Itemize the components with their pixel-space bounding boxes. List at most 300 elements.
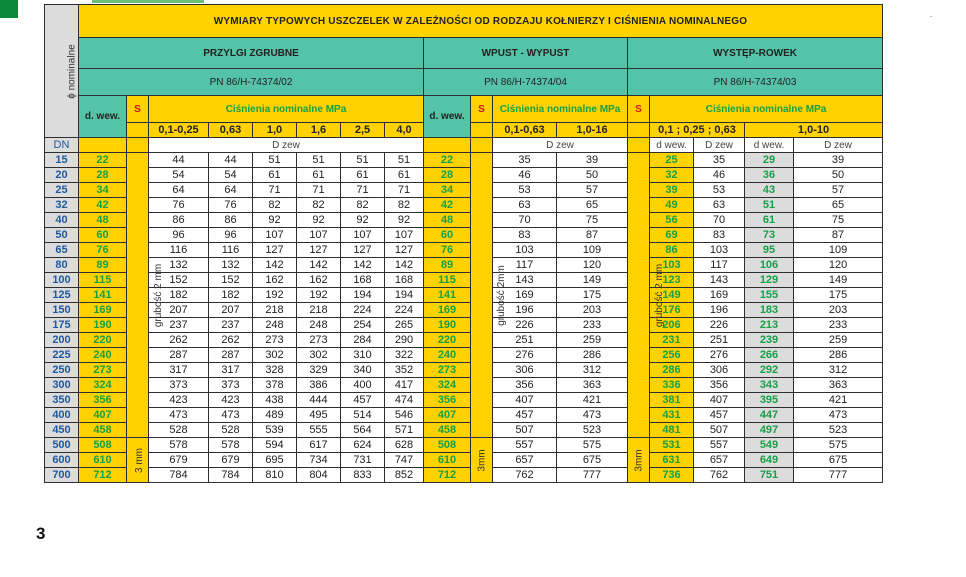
section2-dzew-cell: 35	[493, 153, 557, 168]
section1-dzew-cell: 127	[341, 243, 385, 258]
section2-dzew-cell: 675	[557, 453, 628, 468]
section1-dzew-cell: 679	[209, 453, 253, 468]
s3-spacer	[628, 138, 650, 153]
table-row	[45, 183, 883, 198]
section2-dzew-cell: 120	[557, 258, 628, 273]
section3-thickness-3mm-text: 3mm	[633, 448, 645, 472]
section1-dzew-cell: 96	[149, 228, 209, 243]
section1-dzew-cell: 107	[341, 228, 385, 243]
section1-dzew-cell: 192	[253, 288, 297, 303]
section3-dwew-cell: 149	[650, 288, 694, 303]
dn-cell: 125	[45, 288, 79, 303]
dwew2-spacer	[424, 138, 471, 153]
section2-dzew-cell: 83	[493, 228, 557, 243]
section1-dwew-cell: 115	[79, 273, 127, 288]
section1-dzew-cell: 162	[253, 273, 297, 288]
section1-pressure-col: 0,1-0,25	[149, 123, 209, 138]
section1-dwew-cell: 458	[79, 423, 127, 438]
section3-dzew-cell: 143	[694, 273, 745, 288]
section3-dzew-cell: 120	[794, 258, 883, 273]
section3-dwew-cell: 481	[650, 423, 694, 438]
section1-dzew-cell: 624	[341, 438, 385, 453]
section3-dwew-cell: 292	[745, 363, 794, 378]
section3-dwew-cell: 56	[650, 213, 694, 228]
section1-dwew-cell: 610	[79, 453, 127, 468]
section3-thickness-3mm	[628, 438, 650, 483]
section1-dzew-cell: 142	[385, 258, 424, 273]
section1-dzew-cell: 51	[341, 153, 385, 168]
section1-dzew-cell: 182	[209, 288, 253, 303]
section1-dzew-cell: 132	[149, 258, 209, 273]
section1-dzew-cell: 92	[297, 213, 341, 228]
section2-standard: PN 86/H-74374/04	[424, 69, 628, 96]
section1-dzew-cell: 628	[385, 438, 424, 453]
section1-dzew-cell: 44	[209, 153, 253, 168]
page-title: WYMIARY TYPOWYCH USZCZELEK W ZALEŻNOŚCI OD RODZAJU KOŁNIERZY I CIŚNIENIA NOMINALNEGO	[79, 5, 883, 38]
dn-cell: 25	[45, 183, 79, 198]
section1-dwew-cell: 42	[79, 198, 127, 213]
dwew1-spacer	[79, 138, 127, 153]
table-row	[45, 423, 883, 438]
section1-pressure-col: 2,5	[341, 123, 385, 138]
section1-dzew-cell: 578	[149, 438, 209, 453]
section3-dzew-cell: 657	[694, 453, 745, 468]
section3-dzew-cell: 196	[694, 303, 745, 318]
section3-dzew-cell: 473	[794, 408, 883, 423]
section2-dwew-cell: 48	[424, 213, 471, 228]
section3-dwew-cell: 336	[650, 378, 694, 393]
section1-dzew-cell: 64	[149, 183, 209, 198]
section3-pressure-col: 1,0-10	[745, 123, 883, 138]
section2-dwew-cell: 28	[424, 168, 471, 183]
section1-dwew-cell: 356	[79, 393, 127, 408]
section1-dzew-cell: 152	[209, 273, 253, 288]
section3-dwew-cell: 266	[745, 348, 794, 363]
section3-dzew-cell: 306	[694, 363, 745, 378]
section3-dwew-cell: 206	[650, 318, 694, 333]
section1-thickness-3mm-text: 3 mm	[134, 447, 145, 473]
section2-dzew-cell: 149	[557, 273, 628, 288]
section3-dwew-cell: 395	[745, 393, 794, 408]
section1-dzew-cell: 82	[341, 198, 385, 213]
dn-cell: 700	[45, 468, 79, 483]
section3-dzew-cell: 762	[694, 468, 745, 483]
section1-s-spacer	[127, 123, 149, 138]
section1-dzew-cell: 417	[385, 378, 424, 393]
section2-dzew-cell: 523	[557, 423, 628, 438]
section3-dwew-cell: 381	[650, 393, 694, 408]
section1-dzew-cell: 679	[149, 453, 209, 468]
section1-dzew-cell: 86	[149, 213, 209, 228]
dn-cell: 500	[45, 438, 79, 453]
section1-dzew-cell: 71	[297, 183, 341, 198]
section3-dzew-cell: 259	[794, 333, 883, 348]
section3-dzew-cell: 457	[694, 408, 745, 423]
section2-dzew-cell: 306	[493, 363, 557, 378]
section3-dwew-cell: 213	[745, 318, 794, 333]
section3-pressure-col: 0,1 ; 0,25 ; 0,63	[650, 123, 745, 138]
section1-dzew-cell: 182	[149, 288, 209, 303]
section1-dzew-cell: 162	[297, 273, 341, 288]
section1-pressure-col: 1,0	[253, 123, 297, 138]
section1-dwew-cell: 508	[79, 438, 127, 453]
dn-cell: 400	[45, 408, 79, 423]
section1-dwew-cell: 22	[79, 153, 127, 168]
section2-dwew-cell: 169	[424, 303, 471, 318]
section3-pressure-label: Ciśnienia nominalne MPa	[650, 96, 883, 123]
section3-dzew-cell: 75	[794, 213, 883, 228]
nominal-diameter-label: ɸ nominalne	[66, 43, 78, 99]
section1-pressure-col: 0,63	[209, 123, 253, 138]
section1-dzew-cell: 192	[297, 288, 341, 303]
section1-dzew-cell: 64	[209, 183, 253, 198]
section2-dzew-cell: 457	[493, 408, 557, 423]
section3-dzew-cell: 286	[794, 348, 883, 363]
section1-dwew-cell: 407	[79, 408, 127, 423]
section3-dzew-cell: 575	[794, 438, 883, 453]
section1-dzew-cell: 373	[149, 378, 209, 393]
dn-cell: 600	[45, 453, 79, 468]
section1-dzew-cell: 76	[149, 198, 209, 213]
section2-dwew-cell: 115	[424, 273, 471, 288]
section1-dzew-cell: 107	[253, 228, 297, 243]
dn-cell: 50	[45, 228, 79, 243]
section2-pressure-label: Ciśnienia nominalne MPa	[493, 96, 628, 123]
section2-pressure-col: 1,0-16	[557, 123, 628, 138]
section3-dwew-cell: 531	[650, 438, 694, 453]
section1-dwew-cell: 169	[79, 303, 127, 318]
section3-dwew-cell: 239	[745, 333, 794, 348]
section1-dzew-cell: 248	[253, 318, 297, 333]
nominal-diameter-corner	[45, 5, 79, 138]
section3-dzew-cell: 53	[694, 183, 745, 198]
section1-dzew-cell: 116	[149, 243, 209, 258]
section1-dwew-cell: 48	[79, 213, 127, 228]
section3-dwew-cell: 103	[650, 258, 694, 273]
section2-thickness-3mm	[471, 438, 493, 483]
section3-dwew-cell: 73	[745, 228, 794, 243]
section1-dzew-cell: 747	[385, 453, 424, 468]
section3-dwew-cell: 231	[650, 333, 694, 348]
section1-dwew-cell: 34	[79, 183, 127, 198]
section3-col-dwew-a: d wew.	[650, 138, 694, 153]
section3-dwew-cell: 183	[745, 303, 794, 318]
section1-dzew-cell: 142	[297, 258, 341, 273]
section2-dzew-cell: 203	[557, 303, 628, 318]
dn-cell: 350	[45, 393, 79, 408]
section2-dzew-label: D zew	[493, 138, 628, 153]
section3-dzew-cell: 233	[794, 318, 883, 333]
table-row	[45, 198, 883, 213]
section3-dzew-cell: 149	[794, 273, 883, 288]
section1-dzew-cell: 287	[149, 348, 209, 363]
section1-dzew-cell: 82	[385, 198, 424, 213]
section3-dwew-cell: 86	[650, 243, 694, 258]
section3-dwew-cell: 129	[745, 273, 794, 288]
section1-dwew-cell: 712	[79, 468, 127, 483]
section2-dwew-cell: 712	[424, 468, 471, 483]
section3-dzew-cell: 46	[694, 168, 745, 183]
section1-dzew-cell: 116	[209, 243, 253, 258]
section2-dwew-cell: 273	[424, 363, 471, 378]
section1-dzew-cell: 92	[385, 213, 424, 228]
section3-dwew-cell: 176	[650, 303, 694, 318]
section1-thickness-3mm	[127, 438, 149, 483]
section2-dwew-cell: 60	[424, 228, 471, 243]
corner-marker	[0, 0, 18, 18]
section2-dwew-cell: 508	[424, 438, 471, 453]
dn-cell: 150	[45, 303, 79, 318]
section1-pressure-col: 1,6	[297, 123, 341, 138]
section1-dzew-cell: 82	[297, 198, 341, 213]
section3-dzew-cell: 421	[794, 393, 883, 408]
section1-dwew-cell: 273	[79, 363, 127, 378]
section1-dzew-cell: 237	[209, 318, 253, 333]
section3-dzew-cell: 117	[694, 258, 745, 273]
section3-dwew-cell: 43	[745, 183, 794, 198]
section1-dzew-cell: 539	[253, 423, 297, 438]
section2-dwew-cell: 610	[424, 453, 471, 468]
section1-dzew-cell: 54	[149, 168, 209, 183]
table-row	[45, 363, 883, 378]
table-row	[45, 468, 883, 483]
section1-dzew-cell: 804	[297, 468, 341, 483]
section1-dzew-cell: 224	[341, 303, 385, 318]
section3-dwew-cell: 431	[650, 408, 694, 423]
section1-dzew-label: D zew	[149, 138, 424, 153]
section3-standard: PN 86/H-74374/03	[628, 69, 883, 96]
section1-dzew-cell: 578	[209, 438, 253, 453]
section1-dzew-cell: 473	[209, 408, 253, 423]
table-row	[45, 408, 883, 423]
section2-dzew-cell: 169	[493, 288, 557, 303]
section1-dzew-cell: 444	[297, 393, 341, 408]
section1-dzew-cell: 71	[341, 183, 385, 198]
section1-dzew-cell: 254	[341, 318, 385, 333]
section2-pressure-col: 0,1-0,63	[493, 123, 557, 138]
section2-dwew-cell: 42	[424, 198, 471, 213]
section1-dzew-cell: 194	[341, 288, 385, 303]
section1-dzew-cell: 810	[253, 468, 297, 483]
section3-dzew-cell: 175	[794, 288, 883, 303]
section2-s-header: S	[471, 96, 493, 123]
section1-dzew-cell: 262	[209, 333, 253, 348]
section2-dwew-cell: 356	[424, 393, 471, 408]
section1-dzew-cell: 168	[341, 273, 385, 288]
section1-dzew-cell: 617	[297, 438, 341, 453]
section2-thickness-2mm-text: grubość 2mm	[495, 264, 507, 326]
section3-dwew-cell: 106	[745, 258, 794, 273]
section1-dzew-cell: 61	[297, 168, 341, 183]
section3-dzew-cell: 356	[694, 378, 745, 393]
section1-dzew-cell: 373	[209, 378, 253, 393]
table-row	[45, 168, 883, 183]
section2-dzew-cell: 63	[493, 198, 557, 213]
section1-dzew-cell: 317	[149, 363, 209, 378]
section3-dzew-cell: 50	[794, 168, 883, 183]
section2-dzew-cell: 109	[557, 243, 628, 258]
section3-dzew-cell: 523	[794, 423, 883, 438]
section3-col-dwew-b: d wew.	[745, 138, 794, 153]
section1-dwew-cell: 89	[79, 258, 127, 273]
section3-dwew-cell: 25	[650, 153, 694, 168]
section2-dzew-cell: 251	[493, 333, 557, 348]
table-row	[45, 378, 883, 393]
table-row	[45, 348, 883, 363]
section1-dzew-cell: 495	[297, 408, 341, 423]
section3-dwew-cell: 256	[650, 348, 694, 363]
section3-dzew-cell: 251	[694, 333, 745, 348]
section3-dzew-cell: 507	[694, 423, 745, 438]
section3-dwew-cell: 497	[745, 423, 794, 438]
section3-s-header: S	[628, 96, 650, 123]
section1-dzew-cell: 248	[297, 318, 341, 333]
section1-dzew-cell: 489	[253, 408, 297, 423]
table-row	[45, 153, 883, 168]
section1-dzew-cell: 218	[253, 303, 297, 318]
section1-dzew-cell: 734	[297, 453, 341, 468]
section3-dwew-cell: 95	[745, 243, 794, 258]
section1-dzew-cell: 61	[253, 168, 297, 183]
section1-dzew-cell: 457	[341, 393, 385, 408]
section1-dzew-cell: 127	[385, 243, 424, 258]
section1-dzew-cell: 92	[341, 213, 385, 228]
section1-dzew-cell: 127	[253, 243, 297, 258]
table-row	[45, 333, 883, 348]
section1-dzew-cell: 378	[253, 378, 297, 393]
section1-dzew-cell: 265	[385, 318, 424, 333]
dn-cell: 250	[45, 363, 79, 378]
section3-dzew-cell: 87	[794, 228, 883, 243]
section2-dzew-cell: 50	[557, 168, 628, 183]
dn-cell: 200	[45, 333, 79, 348]
section1-dzew-cell: 695	[253, 453, 297, 468]
section2-name: WPUST - WYPUST	[424, 38, 628, 69]
table-row	[45, 438, 883, 453]
section3-dzew-cell: 312	[794, 363, 883, 378]
section2-dzew-cell: 363	[557, 378, 628, 393]
section1-dzew-cell: 423	[209, 393, 253, 408]
section3-dwew-cell: 32	[650, 168, 694, 183]
section1-dzew-cell: 71	[253, 183, 297, 198]
section3-col-dzew-b: D zew	[794, 138, 883, 153]
dn-cell: 175	[45, 318, 79, 333]
section3-dwew-cell: 447	[745, 408, 794, 423]
section1-dzew-cell: 528	[149, 423, 209, 438]
section1-dzew-cell: 218	[297, 303, 341, 318]
section1-pressure-col: 4,0	[385, 123, 424, 138]
section1-dzew-cell: 207	[149, 303, 209, 318]
section1-dwew-header: d. wew.	[79, 96, 127, 138]
section2-dzew-cell: 259	[557, 333, 628, 348]
section3-dzew-cell: 63	[694, 198, 745, 213]
section3-dwew-cell: 36	[745, 168, 794, 183]
dn-cell: 65	[45, 243, 79, 258]
section1-dzew-cell: 386	[297, 378, 341, 393]
section3-dwew-cell: 49	[650, 198, 694, 213]
table-row	[45, 213, 883, 228]
section1-dzew-cell: 290	[385, 333, 424, 348]
section1-dzew-cell: 51	[297, 153, 341, 168]
section1-dzew-cell: 207	[209, 303, 253, 318]
section2-dwew-cell: 76	[424, 243, 471, 258]
section1-dzew-cell: 474	[385, 393, 424, 408]
section3-dwew-cell: 286	[650, 363, 694, 378]
dn-cell: 80	[45, 258, 79, 273]
section1-dzew-cell: 54	[209, 168, 253, 183]
table-row	[45, 258, 883, 273]
section1-dzew-cell: 731	[341, 453, 385, 468]
section2-dzew-cell: 75	[557, 213, 628, 228]
dn-cell: 450	[45, 423, 79, 438]
section2-dzew-cell: 356	[493, 378, 557, 393]
section3-s-spacer	[628, 123, 650, 138]
section3-dwew-cell: 61	[745, 213, 794, 228]
section1-dzew-cell: 194	[385, 288, 424, 303]
section3-dzew-cell: 276	[694, 348, 745, 363]
section1-dwew-cell: 60	[79, 228, 127, 243]
section1-dwew-cell: 76	[79, 243, 127, 258]
section2-dzew-cell: 196	[493, 303, 557, 318]
section1-dzew-cell: 92	[253, 213, 297, 228]
section1-standard: PN 86/H-74374/02	[79, 69, 424, 96]
section1-dzew-cell: 340	[341, 363, 385, 378]
section1-dzew-cell: 107	[297, 228, 341, 243]
section2-dzew-cell: 233	[557, 318, 628, 333]
section1-dzew-cell: 438	[253, 393, 297, 408]
section2-dzew-cell: 70	[493, 213, 557, 228]
section2-dzew-cell: 421	[557, 393, 628, 408]
dn-cell: 20	[45, 168, 79, 183]
section1-dzew-cell: 546	[385, 408, 424, 423]
s2-spacer	[471, 138, 493, 153]
section1-dwew-cell: 141	[79, 288, 127, 303]
section1-dzew-cell: 555	[297, 423, 341, 438]
section2-dwew-cell: 89	[424, 258, 471, 273]
table-row	[45, 273, 883, 288]
section1-dzew-cell: 71	[385, 183, 424, 198]
section3-dzew-cell: 70	[694, 213, 745, 228]
section2-dwew-cell: 141	[424, 288, 471, 303]
section1-dzew-cell: 594	[253, 438, 297, 453]
section1-dzew-cell: 400	[341, 378, 385, 393]
section3-dwew-cell: 343	[745, 378, 794, 393]
dn-cell: 300	[45, 378, 79, 393]
section3-dzew-cell: 675	[794, 453, 883, 468]
section3-dwew-cell: 69	[650, 228, 694, 243]
section2-dzew-cell: 657	[493, 453, 557, 468]
section2-dwew-cell: 220	[424, 333, 471, 348]
section3-dzew-cell: 363	[794, 378, 883, 393]
dn-header: DN	[45, 138, 79, 153]
section1-dzew-cell: 127	[297, 243, 341, 258]
page-number: 3	[36, 524, 46, 543]
section1-dzew-cell: 302	[297, 348, 341, 363]
section3-dzew-cell: 83	[694, 228, 745, 243]
section1-name: PRZYLGI ZGRUBNE	[79, 38, 424, 69]
section1-dzew-cell: 784	[209, 468, 253, 483]
section3-dzew-cell: 169	[694, 288, 745, 303]
section1-dwew-cell: 324	[79, 378, 127, 393]
section1-dzew-cell: 224	[385, 303, 424, 318]
section2-thickness-2mm	[471, 153, 507, 438]
section3-dzew-cell: 35	[694, 153, 745, 168]
section2-dzew-cell: 286	[557, 348, 628, 363]
section1-dzew-cell: 82	[253, 198, 297, 213]
top-accent-line	[92, 0, 204, 3]
table-row	[45, 243, 883, 258]
section1-dzew-cell: 96	[209, 228, 253, 243]
